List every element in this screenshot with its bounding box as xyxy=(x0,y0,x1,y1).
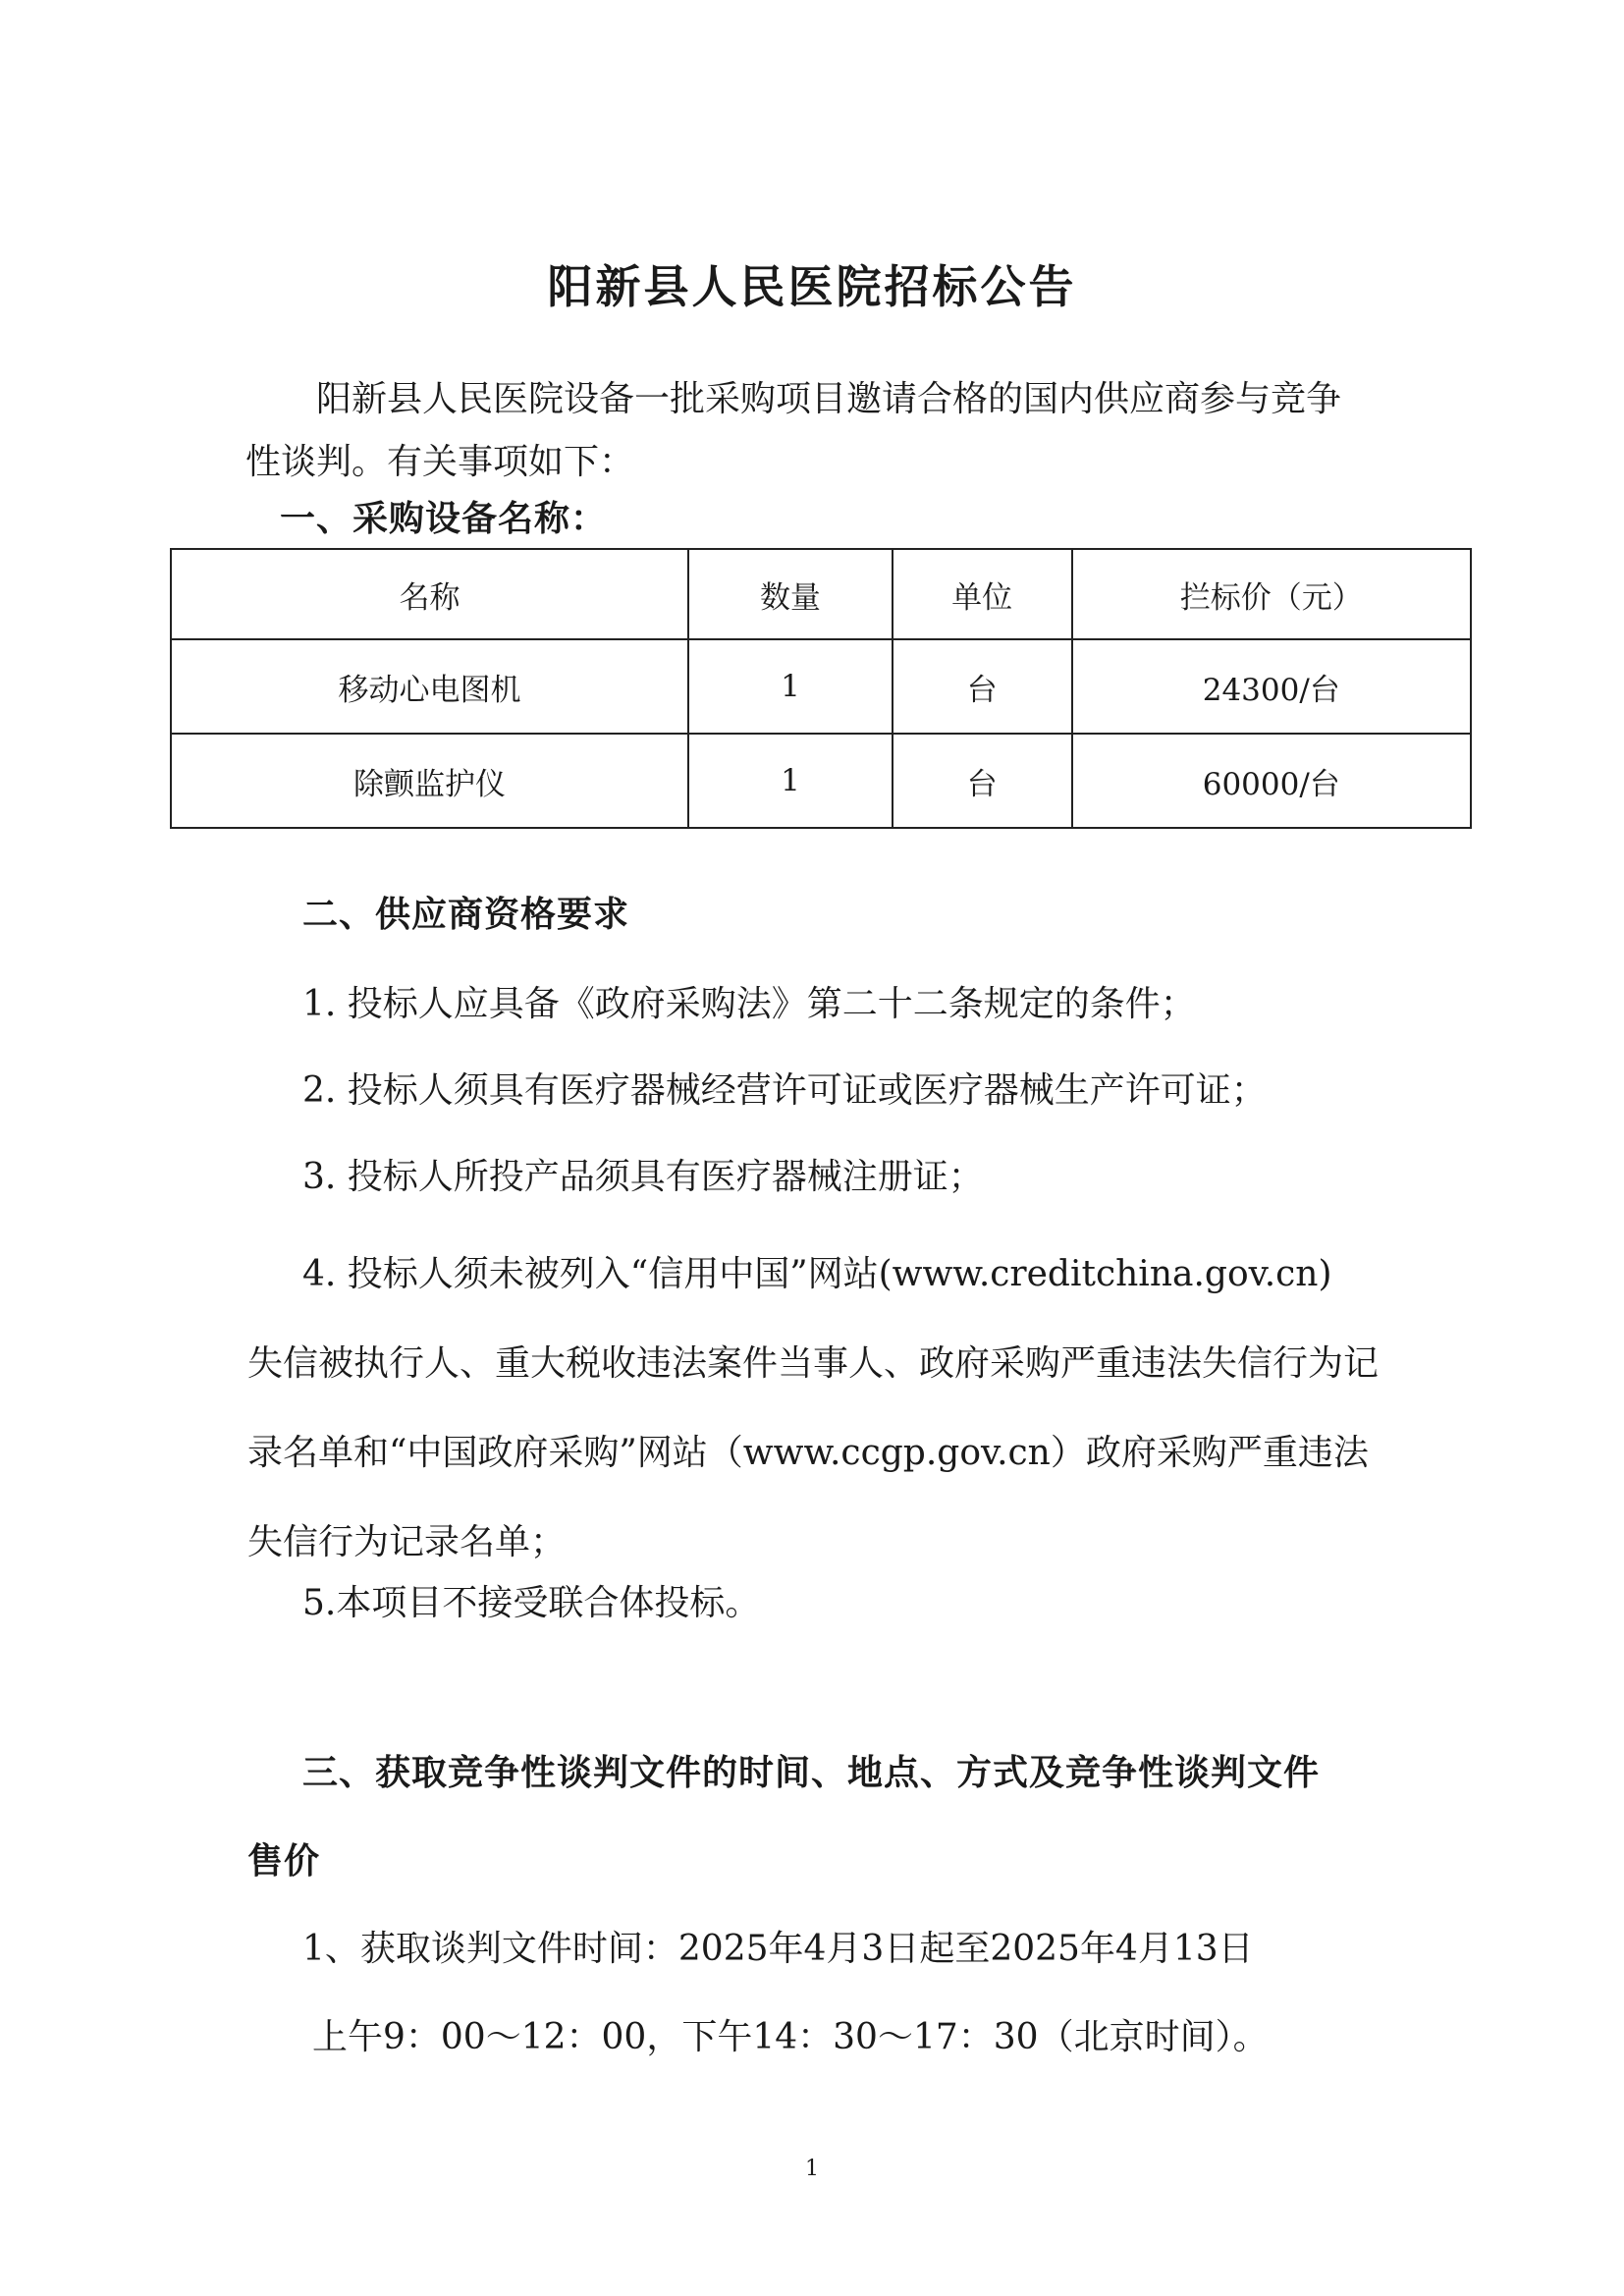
table-header-cell: 名称 xyxy=(171,549,688,639)
table-cell: 24300/台 xyxy=(1072,639,1472,734)
table-header-cell: 拦标价（元） xyxy=(1072,549,1472,639)
document-title: 阳新县人民医院招标公告 xyxy=(547,260,1077,313)
requirement-item-4 xyxy=(247,1230,1396,1587)
requirement-item: 2. 投标人须具有医疗器械经营许可证或医疗器械生产许可证； xyxy=(302,1070,1267,1111)
table-cell: 台 xyxy=(893,734,1072,828)
intro-paragraph: 阳新县人民医院设备一批采购项目邀请合格的国内供应商参与竞争性谈判。有关事项如下： xyxy=(245,379,1342,482)
table-cell: 移动心电图机 xyxy=(171,639,688,734)
section1-heading: 一、采购设备名称： xyxy=(280,498,608,539)
section3-heading: 三、获取竞争性谈判文件的时间、地点、方式及竞争性谈判文件 xyxy=(302,1752,1321,1793)
requirement-item: 4. 投标人须未被列入“信用中国”网站(www.creditchina.gov.cn) xyxy=(302,1254,1332,1294)
requirement-item-continuation: 失信被执行人、重大税收违法案件当事人、政府采购严重违法失信行为记录名单和“中国政府采购”网站（www.ccgp.gov.cn）政府采购严重违法失信行为记录名单； xyxy=(247,1343,1380,1562)
table-row xyxy=(171,734,1471,828)
table-row xyxy=(171,639,1471,734)
table-cell: 台 xyxy=(893,639,1072,734)
table-header-row xyxy=(171,549,1471,639)
table-header-cell: 单位 xyxy=(893,549,1072,639)
requirement-item: 3. 投标人所投产品须具有医疗器械注册证； xyxy=(302,1157,984,1197)
acquisition-hours: 上午9：00～12：00，下午14：30～17：30（北京时间）。 xyxy=(312,2017,1269,2057)
table-cell: 1 xyxy=(688,734,893,828)
section3-heading-continuation: 售价 xyxy=(247,1840,321,1882)
acquisition-time: 1、获取谈判文件时间：2025年4月3日起至2025年4月13日 xyxy=(302,1929,1254,1969)
equipment-table xyxy=(170,548,1472,829)
requirement-item: 5.本项目不接受联合体投标。 xyxy=(302,1583,761,1623)
section2-heading: 二、供应商资格要求 xyxy=(302,894,630,935)
page-number: 1 xyxy=(805,2157,819,2181)
table-cell: 除颤监护仪 xyxy=(171,734,688,828)
table-cell: 60000/台 xyxy=(1072,734,1472,828)
table-cell: 1 xyxy=(688,639,893,734)
table-header-cell: 数量 xyxy=(688,549,893,639)
requirement-item: 1. 投标人应具备《政府采购法》第二十二条规定的条件； xyxy=(302,984,1196,1024)
